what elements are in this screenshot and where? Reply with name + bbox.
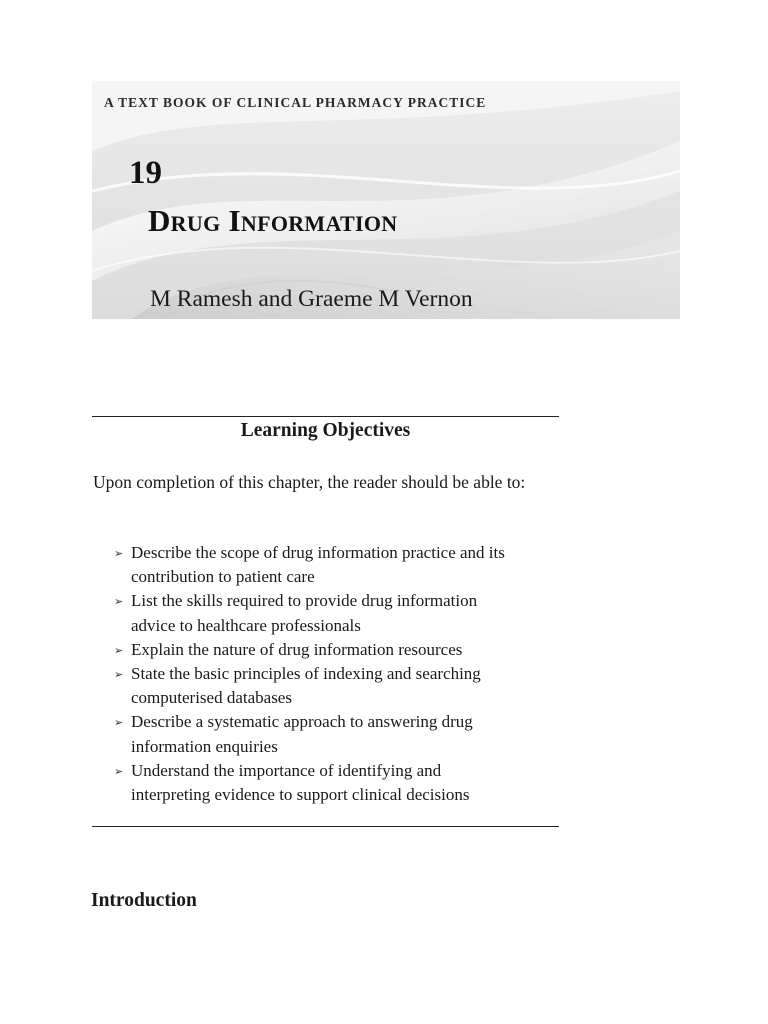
learning-objectives-heading: Learning Objectives bbox=[240, 420, 411, 441]
introduction-heading: Introduction bbox=[91, 890, 197, 911]
objective-line: Explain the nature of drug information resources bbox=[131, 639, 463, 659]
objective-item bbox=[114, 589, 564, 637]
objectives-top-rule bbox=[92, 416, 559, 417]
arrow-bullet-icon: ➢ bbox=[114, 717, 124, 730]
objective-line: Understand the importance of identifying and bbox=[131, 760, 442, 780]
objective-line: contribution to patient care bbox=[131, 567, 315, 587]
objectives-intro: Upon completion of this chapter, the reader should be able to: bbox=[93, 472, 526, 492]
arrow-bullet-icon: ➢ bbox=[114, 596, 124, 609]
series-title: A TEXT BOOK OF CLINICAL PHARMACY PRACTICE bbox=[104, 95, 487, 110]
objective-item bbox=[114, 662, 564, 710]
objective-line: advice to healthcare professionals bbox=[131, 615, 361, 635]
objectives-list bbox=[114, 541, 564, 807]
arrow-bullet-icon: ➢ bbox=[114, 669, 124, 682]
arrow-bullet-icon: ➢ bbox=[114, 765, 124, 778]
objective-item bbox=[114, 759, 564, 807]
objective-item bbox=[114, 638, 564, 662]
objective-line: computerised databases bbox=[131, 688, 292, 708]
objective-item bbox=[114, 541, 564, 589]
chapter-authors: M Ramesh and Graeme M Vernon bbox=[150, 286, 473, 312]
arrow-bullet-icon: ➢ bbox=[114, 644, 124, 657]
objective-line: information enquiries bbox=[131, 736, 278, 756]
objective-line: Describe the scope of drug information practice and its bbox=[131, 543, 505, 562]
objective-item bbox=[114, 710, 564, 758]
objective-line: State the basic principles of indexing and searching bbox=[131, 664, 481, 684]
chapter-number: 19 bbox=[129, 155, 162, 191]
objective-line: List the skills required to provide drug information bbox=[131, 591, 478, 611]
decorative-swirl-background bbox=[92, 81, 680, 319]
objectives-bottom-rule bbox=[92, 826, 559, 827]
chapter-banner bbox=[92, 81, 680, 319]
objective-line: Describe a systematic approach to answering drug bbox=[131, 712, 473, 732]
arrow-bullet-icon: ➢ bbox=[114, 548, 124, 560]
objective-line: interpreting evidence to support clinical decisions bbox=[131, 785, 470, 805]
chapter-title: Drug Information bbox=[148, 203, 398, 238]
